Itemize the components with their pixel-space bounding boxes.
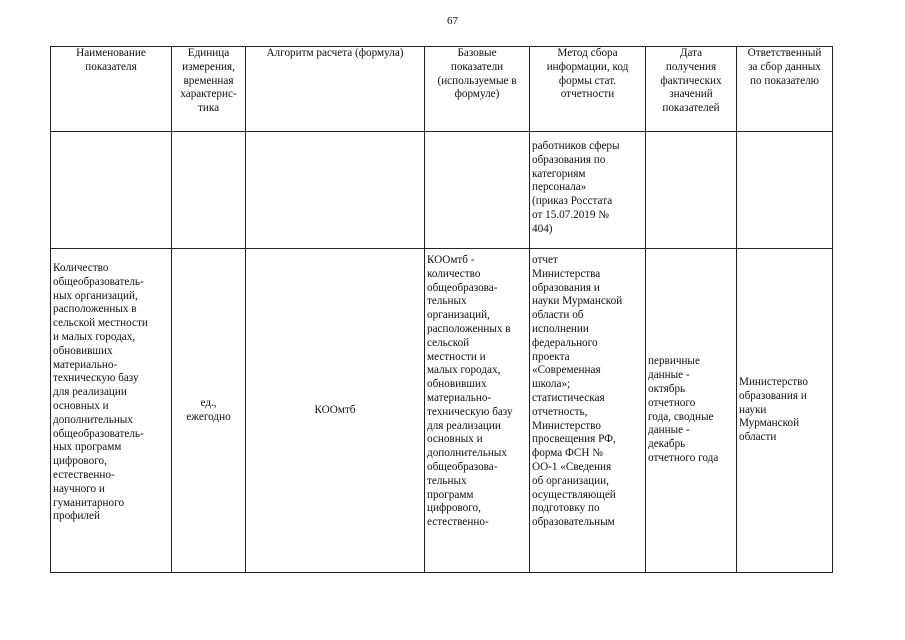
table-row	[51, 249, 833, 573]
header-base-indicators: Базовые показатели (используемые в формуле)	[425, 47, 530, 132]
cell-unit-empty	[172, 132, 246, 249]
cell-method-continuation: работников сферы образования по категориям персонала» (приказ Росстата от 15.07.2019 № 404)	[530, 132, 646, 249]
header-collection-method: Метод сбора информации, код формы стат. отчетности	[530, 47, 646, 132]
cell-base-indicators: КООмтб - количество общеобразова- тельных организаций, расположенных в сельской местности и малых городах, обновивших материально- техническую базу для реализации основных и дополнительных общеобразова- тельных программ цифрового, естественно-	[425, 249, 530, 573]
cell-collection-method: отчет Министерства образования и науки Мурманской области об исполнении федерального проекта «Современная школа»; статистическая отчетность, Министерство просвещения РФ, форма ФСН № ОО-1 «Сведения об организации, осуществляющей подготовку по образовательным	[530, 249, 646, 573]
cell-formula: КООмтб	[246, 249, 425, 573]
cell-date-empty	[646, 132, 737, 249]
cell-base-empty	[425, 132, 530, 249]
header-unit: Единица измерения, временная характерис- тика	[172, 47, 246, 132]
header-responsible: Ответственный за сбор данных по показателю	[737, 47, 833, 132]
cell-indicator-name: Количество общеобразователь- ных организаций, расположенных в сельской местности и малых городах, обновивших материально- техническую базу для реализации основных и дополнительных общеобразователь- ных программ цифрового, естественно- научного и гуманитарного профилей	[51, 249, 172, 573]
header-formula: Алгоритм расчета (формула)	[246, 47, 425, 132]
cell-formula-empty	[246, 132, 425, 249]
header-indicator-name: Наименование показателя	[51, 47, 172, 132]
table-header-row	[51, 47, 833, 132]
cell-date: первичные данные - октябрь отчетного года, сводные данные - декабрь отчетного года	[646, 249, 737, 573]
header-date: Дата получения фактических значений показателей	[646, 47, 737, 132]
cell-name-empty	[51, 132, 172, 249]
table-row-continuation	[51, 132, 833, 249]
cell-unit: ед., ежегодно	[172, 249, 246, 573]
cell-responsible-empty	[737, 132, 833, 249]
cell-responsible: Министерство образования и науки Мурманской области	[737, 249, 833, 573]
indicator-table	[50, 46, 833, 573]
page-number: 67	[447, 15, 458, 27]
